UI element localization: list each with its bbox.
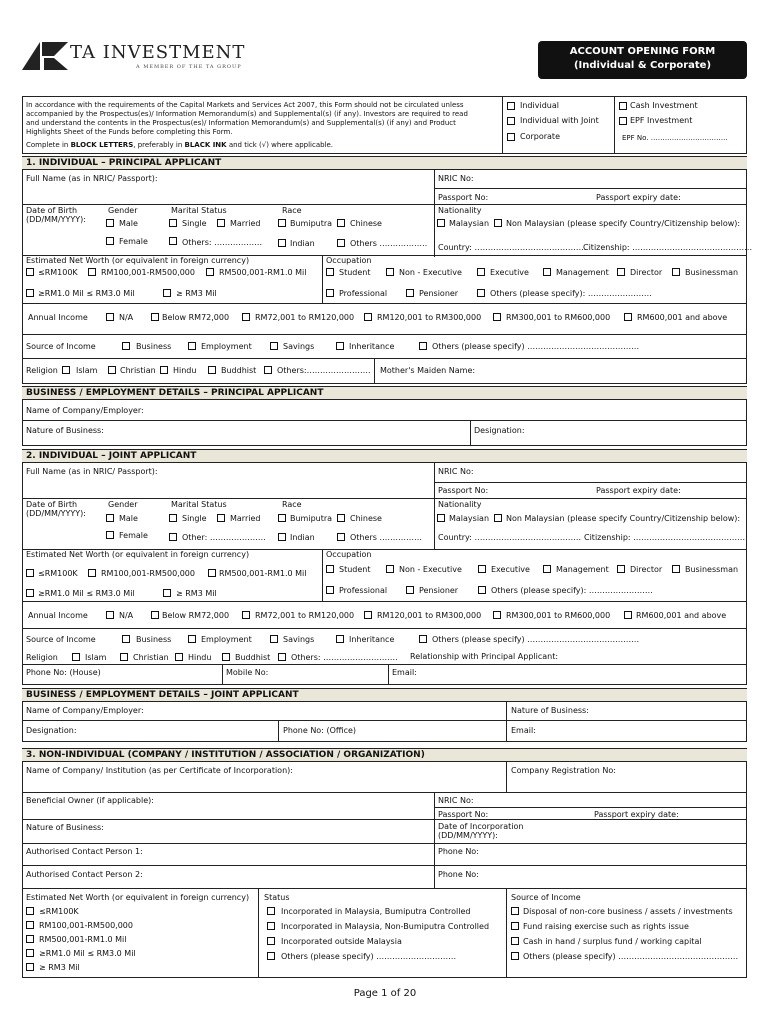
corp-nw-1-label: ≤RM100K bbox=[39, 907, 79, 916]
joint-nw-3-checkbox[interactable] bbox=[208, 569, 216, 577]
male-label: Male bbox=[119, 219, 138, 228]
joint-businessman-label: Businessman bbox=[685, 565, 739, 574]
joint-religion-label: Religion bbox=[26, 653, 58, 662]
source-3-label: Cash in hand / surplus fund / working capital bbox=[523, 937, 702, 946]
joint-student-checkbox[interactable] bbox=[326, 565, 334, 573]
occ-others-checkbox[interactable] bbox=[477, 289, 485, 297]
student-label: Student bbox=[339, 268, 371, 277]
chinese-label: Chinese bbox=[350, 219, 382, 228]
student-checkbox[interactable] bbox=[326, 268, 334, 276]
company-reg-field[interactable]: Company Registration No: bbox=[511, 766, 616, 775]
ai-2-checkbox[interactable] bbox=[242, 313, 250, 321]
joint-race-others-checkbox[interactable] bbox=[337, 533, 345, 541]
joint-ai-4-checkbox[interactable] bbox=[493, 611, 501, 619]
joint-professional-label: Professional bbox=[339, 586, 388, 595]
joint-director-label: Director bbox=[630, 565, 663, 574]
src-business-checkbox[interactable] bbox=[122, 342, 130, 350]
joint-src-savings-label: Savings bbox=[283, 635, 315, 644]
joint-nw-2-checkbox[interactable] bbox=[88, 569, 96, 577]
occ-others-label[interactable]: Others (please specify): …………………… bbox=[490, 289, 652, 298]
country-field[interactable]: Country: …………………………………… bbox=[438, 243, 587, 252]
status-4-checkbox[interactable] bbox=[267, 952, 275, 960]
corp-nw-2-label: RM100,001-RM500,000 bbox=[39, 921, 133, 930]
joint-indian-label: Indian bbox=[290, 533, 315, 542]
intro-line-1: In accordance with the requirements of the Capital Markets and Services Act 2007, this Form should not be circulated unless bbox=[26, 101, 464, 109]
joint-director-checkbox[interactable] bbox=[617, 565, 625, 573]
joint-passport-expiry-field[interactable]: Passport expiry date: bbox=[596, 486, 681, 495]
logo-subtitle: A MEMBER OF THE TA GROUP bbox=[136, 64, 242, 70]
joint-src-savings-checkbox[interactable] bbox=[270, 635, 278, 643]
nw-5-checkbox[interactable] bbox=[163, 289, 171, 297]
director-label: Director bbox=[630, 268, 663, 277]
joint-rel-others-checkbox[interactable] bbox=[278, 653, 286, 661]
malaysian-checkbox[interactable] bbox=[437, 219, 445, 227]
joint-dob-field[interactable]: (DD/MM/YYYY): bbox=[26, 509, 86, 518]
joint-non-executive-checkbox[interactable] bbox=[386, 565, 394, 573]
corp-nw-5-checkbox[interactable] bbox=[26, 963, 34, 971]
non-executive-checkbox[interactable] bbox=[386, 268, 394, 276]
rel-others-checkbox[interactable] bbox=[264, 366, 272, 374]
joint-male-label: Male bbox=[119, 514, 138, 523]
net-worth-label: Estimated Net Worth (or equivalent in foreign currency) bbox=[26, 256, 250, 265]
corp-nw-3-label: RM500,001-RM1.0 Mil bbox=[39, 935, 127, 944]
corporate-label: Corporate bbox=[520, 132, 560, 141]
dob-label: Date of Birth bbox=[26, 206, 78, 215]
joint-non-malaysian-label: Non Malaysian (please specify Country/Citizenship below): bbox=[506, 514, 741, 523]
joint-bumiputra-checkbox[interactable] bbox=[278, 514, 286, 522]
corp-nw-4-label: ≥RM1.0 Mil ≤ RM3.0 Mil bbox=[39, 949, 136, 958]
status-label: Status bbox=[264, 893, 290, 902]
individual-label: Individual bbox=[520, 101, 559, 110]
joint-occ-others-label[interactable]: Others (please specify): …………………… bbox=[491, 586, 653, 595]
corp-nw-5-label: ≥ RM3 Mil bbox=[39, 963, 80, 972]
maiden-name-field[interactable]: Mother's Maiden Name: bbox=[380, 366, 476, 375]
joint-ai-3-checkbox[interactable] bbox=[364, 611, 372, 619]
status-1-checkbox[interactable] bbox=[267, 907, 275, 915]
hindu-label: Hindu bbox=[173, 366, 197, 375]
joint-src-business-checkbox[interactable] bbox=[122, 635, 130, 643]
mobile-field[interactable]: Mobile No: bbox=[226, 668, 269, 677]
joint-malaysian-checkbox[interactable] bbox=[437, 514, 445, 522]
corp-nw-1-checkbox[interactable] bbox=[26, 907, 34, 915]
professional-checkbox[interactable] bbox=[326, 289, 334, 297]
executive-label: Executive bbox=[490, 268, 529, 277]
joint-country-field[interactable]: Country: …………………………………. bbox=[438, 533, 581, 542]
corp-net-worth-label: Estimated Net Worth (or equivalent in foreign currency) bbox=[26, 893, 250, 902]
joint-race-others-label[interactable]: Others ……………. bbox=[350, 533, 422, 542]
form-title-box bbox=[538, 41, 747, 79]
nw-1-label: ≤RM100K bbox=[38, 268, 78, 277]
joint-passport-field[interactable]: Passport No: bbox=[438, 486, 489, 495]
joint-indian-checkbox[interactable] bbox=[278, 533, 286, 541]
form-subtitle: (Individual & Corporate) bbox=[573, 60, 712, 71]
source-1-checkbox[interactable] bbox=[511, 907, 519, 915]
joint-src-inheritance-label: Inheritance bbox=[349, 635, 395, 644]
joint-nature-field[interactable]: Nature of Business: bbox=[511, 706, 589, 715]
joint-nw-2-label: RM100,001-RM500,000 bbox=[101, 569, 195, 578]
individual-joint-checkbox[interactable] bbox=[507, 117, 515, 125]
joint-bumiputra-label: Bumiputra bbox=[290, 514, 333, 523]
ai-3-checkbox[interactable] bbox=[364, 313, 372, 321]
src-inheritance-label: Inheritance bbox=[349, 342, 395, 351]
joint-dob-label: Date of Birth bbox=[26, 500, 78, 509]
ai-1-checkbox[interactable] bbox=[151, 313, 159, 321]
joint-student-label: Student bbox=[339, 565, 371, 574]
corp-passport-field[interactable]: Passport No: bbox=[438, 810, 489, 819]
joint-marital-other-label[interactable]: Other: ………………… bbox=[182, 533, 266, 542]
citizenship-field[interactable]: Citizenship: ……………………………………… bbox=[583, 243, 753, 252]
joint-chinese-checkbox[interactable] bbox=[337, 514, 345, 522]
gender-label: Gender bbox=[108, 206, 138, 215]
status-2-label: Incorporated in Malaysia, Non-Bumiputra Controlled bbox=[281, 922, 490, 931]
joint-single-label: Single bbox=[182, 514, 207, 523]
form-title: ACCOUNT OPENING FORM bbox=[569, 46, 716, 57]
joint-src-others-label[interactable]: Others (please specify) …………………………………… bbox=[432, 635, 640, 644]
joint-ai-2-label: RM72,001 to RM120,000 bbox=[255, 611, 355, 620]
race-label: Race bbox=[282, 206, 302, 215]
indian-label: Indian bbox=[290, 239, 315, 248]
joint-designation-field[interactable]: Designation: bbox=[26, 726, 77, 735]
bumiputra-checkbox[interactable] bbox=[278, 219, 286, 227]
joint-occupation-label: Occupation bbox=[326, 550, 372, 559]
joint-islam-checkbox[interactable] bbox=[72, 653, 80, 661]
joint-src-employment-label: Employment bbox=[201, 635, 252, 644]
marital-others-label[interactable]: Others: ……………… bbox=[182, 238, 263, 247]
joint-female-label: Female bbox=[119, 531, 148, 540]
joint-src-inheritance-checkbox[interactable] bbox=[336, 635, 344, 643]
businessman-label: Businessman bbox=[685, 268, 739, 277]
joint-email-field[interactable]: Email: bbox=[392, 668, 417, 677]
doi-label: Date of Incorporation bbox=[438, 822, 524, 831]
source-4-label[interactable]: Others (please specify) ……………………………………… bbox=[523, 952, 739, 961]
src-savings-checkbox[interactable] bbox=[270, 342, 278, 350]
malaysian-label: Malaysian bbox=[449, 219, 490, 228]
section-1-header: 1. INDIVIDUAL – PRINCIPAL APPLICANT bbox=[22, 156, 747, 170]
joint-ai-5-label: RM600,001 and above bbox=[636, 611, 727, 620]
joint-professional-checkbox[interactable] bbox=[326, 586, 334, 594]
joint-married-checkbox[interactable] bbox=[217, 514, 225, 522]
joint-src-others-checkbox[interactable] bbox=[419, 635, 427, 643]
female-checkbox[interactable] bbox=[106, 237, 114, 245]
joint-married-label: Married bbox=[230, 514, 261, 523]
src-inheritance-checkbox[interactable] bbox=[336, 342, 344, 350]
passport-field[interactable]: Passport No: bbox=[438, 193, 489, 202]
joint-business-email-field[interactable]: Email: bbox=[511, 726, 536, 735]
status-1-label: Incorporated in Malaysia, Bumiputra Controlled bbox=[281, 907, 471, 916]
intro-line-2: accompanied by the Prospectus(es)/ Information Memorandum(s) and Supplemental(s) (if any). Investors are required to read bbox=[26, 110, 468, 118]
page-number: Page 1 of 20 bbox=[353, 988, 417, 999]
buddhist-checkbox[interactable] bbox=[208, 366, 216, 374]
source-2-label: Fund raising exercise such as rights issue bbox=[523, 922, 689, 931]
islam-label: Islam bbox=[76, 366, 98, 375]
joint-nw-1-checkbox[interactable] bbox=[26, 569, 34, 577]
joint-ai-na-checkbox[interactable] bbox=[106, 611, 114, 619]
ai-3-label: RM120,001 to RM300,000 bbox=[377, 313, 482, 322]
ai-4-label: RM300,001 to RM600,000 bbox=[506, 313, 611, 322]
ai-na-checkbox[interactable] bbox=[106, 313, 114, 321]
corp-nw-4-checkbox[interactable] bbox=[26, 949, 34, 957]
individual-joint-label: Individual with Joint bbox=[520, 116, 599, 125]
contact-person-2-field[interactable]: Authorised Contact Person 2: bbox=[26, 870, 143, 879]
joint-female-checkbox[interactable] bbox=[106, 531, 114, 539]
contact-1-phone-field[interactable]: Phone No: bbox=[438, 847, 479, 856]
ai-1-label: Below RM72,000 bbox=[162, 313, 230, 322]
joint-ai-3-label: RM120,001 to RM300,000 bbox=[377, 611, 482, 620]
religion-label: Religion bbox=[26, 366, 58, 375]
single-label: Single bbox=[182, 219, 207, 228]
business-principal-header: BUSINESS / EMPLOYMENT DETAILS – PRINCIPAL APPLICANT bbox=[22, 386, 747, 400]
joint-gender-label: Gender bbox=[108, 500, 138, 509]
joint-management-checkbox[interactable] bbox=[543, 565, 551, 573]
joint-businessman-checkbox[interactable] bbox=[672, 565, 680, 573]
joint-male-checkbox[interactable] bbox=[106, 514, 114, 522]
src-employment-checkbox[interactable] bbox=[188, 342, 196, 350]
source-3-checkbox[interactable] bbox=[511, 937, 519, 945]
source-income-label: Source of Income bbox=[26, 342, 96, 351]
director-checkbox[interactable] bbox=[617, 268, 625, 276]
ai-5-checkbox[interactable] bbox=[624, 313, 632, 321]
marital-label: Marital Status bbox=[171, 206, 227, 215]
joint-src-employment-checkbox[interactable] bbox=[188, 635, 196, 643]
joint-marital-label: Marital Status bbox=[171, 500, 227, 509]
nw-2-checkbox[interactable] bbox=[88, 268, 96, 276]
race-others-label[interactable]: Others ……………… bbox=[350, 239, 428, 248]
female-label: Female bbox=[119, 237, 148, 246]
joint-management-label: Management bbox=[556, 565, 609, 574]
joint-ai-na-label: N/A bbox=[119, 611, 134, 620]
joint-malaysian-label: Malaysian bbox=[449, 514, 490, 523]
joint-nationality-label: Nationality bbox=[438, 500, 482, 509]
buddhist-label: Buddhist bbox=[221, 366, 257, 375]
section-3-header: 3. NON-INDIVIDUAL (COMPANY / INSTITUTION / ASSOCIATION / ORGANIZATION) bbox=[22, 748, 747, 762]
professional-label: Professional bbox=[339, 289, 388, 298]
section-2-header: 2. INDIVIDUAL – JOINT APPLICANT bbox=[22, 449, 747, 463]
pensioner-label: Pensioner bbox=[419, 289, 459, 298]
islam-checkbox[interactable] bbox=[62, 366, 70, 374]
full-name-field[interactable]: Full Name (as in NRIC/ Passport): bbox=[26, 174, 158, 183]
passport-expiry-field[interactable]: Passport expiry date: bbox=[596, 193, 681, 202]
pensioner-checkbox[interactable] bbox=[406, 289, 414, 297]
joint-occ-others-checkbox[interactable] bbox=[478, 586, 486, 594]
joint-race-label: Race bbox=[282, 500, 302, 509]
management-label: Management bbox=[556, 268, 609, 277]
nw-3-label: RM500,001-RM1.0 Mil bbox=[219, 268, 307, 277]
hindu-checkbox[interactable] bbox=[160, 366, 168, 374]
joint-executive-label: Executive bbox=[491, 565, 530, 574]
rel-others-label[interactable]: Others:…………………… bbox=[277, 366, 371, 375]
businessman-checkbox[interactable] bbox=[672, 268, 680, 276]
joint-non-malaysian-checkbox[interactable] bbox=[494, 514, 502, 522]
joint-ai-1-checkbox[interactable] bbox=[151, 611, 159, 619]
nw-1-checkbox[interactable] bbox=[26, 268, 34, 276]
corp-passport-expiry-field[interactable]: Passport expiry date: bbox=[594, 810, 679, 819]
src-savings-label: Savings bbox=[283, 342, 315, 351]
bumiputra-label: Bumiputra bbox=[290, 219, 333, 228]
indian-checkbox[interactable] bbox=[278, 239, 286, 247]
christian-label: Christian bbox=[120, 366, 156, 375]
source-2-checkbox[interactable] bbox=[511, 922, 519, 930]
joint-citizenship-field[interactable]: Citizenship: …………………………………… bbox=[584, 533, 746, 542]
non-executive-label: Non - Executive bbox=[399, 268, 462, 277]
nw-5-label: ≥ RM3 Mil bbox=[176, 289, 217, 298]
male-checkbox[interactable] bbox=[106, 219, 114, 227]
corp-nric-field[interactable]: NRIC No: bbox=[438, 796, 474, 805]
status-4-label[interactable]: Others (please specify) ………………………… bbox=[281, 952, 457, 961]
status-3-checkbox[interactable] bbox=[267, 937, 275, 945]
joint-hindu-label: Hindu bbox=[188, 653, 212, 662]
intro-instruction: Complete in BLOCK LETTERS, preferably in BLACK INK and tick (√) where applicable. bbox=[26, 141, 334, 149]
race-others-checkbox[interactable] bbox=[337, 239, 345, 247]
nw-3-checkbox[interactable] bbox=[206, 268, 214, 276]
dob-field[interactable]: (DD/MM/YYYY): bbox=[26, 215, 86, 224]
ai-na-label: N/A bbox=[119, 313, 134, 322]
source-1-label: Disposal of non-core business / assets / investments bbox=[523, 907, 733, 916]
intro-line-3: and understand the contents in the Prospectus(es)/ Information Memorandum(s) and Supplemental(s) (if any) and Product bbox=[26, 119, 456, 127]
joint-nw-3-label: RM500,001-RM1.0 Mil bbox=[219, 569, 307, 578]
non-malaysian-label: Non Malaysian (please specify Country/Citizenship below): bbox=[506, 219, 741, 228]
joint-nw-5-label: ≥ RM3 Mil bbox=[176, 589, 217, 598]
source-4-checkbox[interactable] bbox=[511, 952, 519, 960]
src-others-label[interactable]: Others (please specify) …………………………………… bbox=[432, 342, 640, 351]
joint-marital-other-checkbox[interactable] bbox=[169, 533, 177, 541]
non-malaysian-checkbox[interactable] bbox=[494, 219, 502, 227]
corp-source-label: Source of Income bbox=[511, 893, 581, 902]
company-logo bbox=[22, 42, 68, 70]
nric-field[interactable]: NRIC No: bbox=[438, 174, 474, 183]
joint-christian-label: Christian bbox=[133, 653, 169, 662]
corp-nw-2-checkbox[interactable] bbox=[26, 921, 34, 929]
contact-2-phone-field[interactable]: Phone No: bbox=[438, 870, 479, 879]
christian-checkbox[interactable] bbox=[108, 366, 116, 374]
joint-executive-checkbox[interactable] bbox=[478, 565, 486, 573]
joint-annual-income-label: Annual Income bbox=[28, 611, 88, 620]
joint-src-business-label: Business bbox=[136, 635, 172, 644]
joint-rel-others-label[interactable]: Others: ………………………. bbox=[291, 653, 398, 662]
logo-text: TA INVESTMENT bbox=[70, 42, 246, 63]
marital-others-checkbox[interactable] bbox=[169, 237, 177, 245]
annual-income-label: Annual Income bbox=[28, 313, 88, 322]
ai-4-checkbox[interactable] bbox=[493, 313, 501, 321]
status-3-label: Incorporated outside Malaysia bbox=[281, 937, 402, 946]
joint-nw-4-checkbox[interactable] bbox=[26, 589, 34, 597]
nw-4-label: ≥RM1.0 Mil ≤ RM3.0 Mil bbox=[38, 289, 135, 298]
joint-islam-label: Islam bbox=[85, 653, 107, 662]
phone-house-field[interactable]: Phone No: (House) bbox=[26, 668, 101, 677]
contact-person-1-field[interactable]: Authorised Contact Person 1: bbox=[26, 847, 143, 856]
nationality-label: Nationality bbox=[438, 206, 482, 215]
ta-logo-icon bbox=[22, 42, 68, 70]
intro-line-4: Highlights Sheet of the Funds before completing this Form. bbox=[26, 128, 233, 136]
management-checkbox[interactable] bbox=[543, 268, 551, 276]
corporate-checkbox[interactable] bbox=[507, 133, 515, 141]
occupation-label: Occupation bbox=[326, 256, 372, 265]
joint-ai-1-label: Below RM72,000 bbox=[162, 611, 230, 620]
doi-field[interactable]: (DD/MM/YYYY): bbox=[438, 831, 498, 840]
joint-full-name-field[interactable]: Full Name (as in NRIC/ Passport): bbox=[26, 467, 158, 476]
nw-2-label: RM100,001-RM500,000 bbox=[101, 268, 195, 277]
joint-company-field[interactable]: Name of Company/Employer: bbox=[26, 706, 144, 715]
joint-net-worth-label: Estimated Net Worth (or equivalent in foreign currency) bbox=[26, 550, 250, 559]
joint-non-executive-label: Non - Executive bbox=[399, 565, 462, 574]
joint-chinese-label: Chinese bbox=[350, 514, 382, 523]
src-employment-label: Employment bbox=[201, 342, 252, 351]
company-name-field[interactable]: Name of Company/ Institution (as per Certificate of Incorporation): bbox=[26, 766, 293, 775]
joint-pensioner-checkbox[interactable] bbox=[406, 586, 414, 594]
joint-buddhist-label: Buddhist bbox=[235, 653, 271, 662]
status-2-checkbox[interactable] bbox=[267, 922, 275, 930]
joint-nw-5-checkbox[interactable] bbox=[163, 589, 171, 597]
joint-christian-checkbox[interactable] bbox=[120, 653, 128, 661]
joint-nw-1-label: ≤RM100K bbox=[38, 569, 78, 578]
married-label: Married bbox=[230, 219, 261, 228]
epf-investment-label: EPF Investment bbox=[630, 116, 693, 125]
relationship-field[interactable]: Relationship with Principal Applicant: bbox=[410, 652, 559, 661]
epf-investment-checkbox[interactable] bbox=[619, 117, 627, 125]
joint-source-income-label: Source of Income bbox=[26, 635, 96, 644]
individual-checkbox[interactable] bbox=[507, 102, 515, 110]
cash-investment-label: Cash Investment bbox=[630, 101, 698, 110]
married-checkbox[interactable] bbox=[217, 219, 225, 227]
nature-business-field[interactable]: Nature of Business: bbox=[26, 426, 104, 435]
joint-ai-4-label: RM300,001 to RM600,000 bbox=[506, 611, 611, 620]
joint-ai-5-checkbox[interactable] bbox=[624, 611, 632, 619]
business-joint-header: BUSINESS / EMPLOYMENT DETAILS – JOINT APPLICANT bbox=[22, 688, 747, 702]
joint-nric-field[interactable]: NRIC No: bbox=[438, 467, 474, 476]
designation-field[interactable]: Designation: bbox=[474, 426, 525, 435]
beneficial-owner-field[interactable]: Beneficial Owner (if applicable): bbox=[26, 796, 154, 805]
ai-5-label: RM600,001 and above bbox=[637, 313, 728, 322]
epf-number-field[interactable]: EPF No. …………………………… bbox=[622, 134, 728, 142]
executive-checkbox[interactable] bbox=[477, 268, 485, 276]
company-employer-field[interactable]: Name of Company/Employer: bbox=[26, 406, 144, 415]
joint-buddhist-checkbox[interactable] bbox=[222, 653, 230, 661]
src-business-label: Business bbox=[136, 342, 172, 351]
corp-nw-3-checkbox[interactable] bbox=[26, 935, 34, 943]
joint-pensioner-label: Pensioner bbox=[419, 586, 459, 595]
cash-investment-checkbox[interactable] bbox=[619, 102, 627, 110]
ai-2-label: RM72,001 to RM120,000 bbox=[255, 313, 355, 322]
nw-4-checkbox[interactable] bbox=[26, 289, 34, 297]
phone-office-field[interactable]: Phone No: (Office) bbox=[283, 726, 357, 735]
joint-single-checkbox[interactable] bbox=[169, 514, 177, 522]
src-others-checkbox[interactable] bbox=[419, 342, 427, 350]
joint-ai-2-checkbox[interactable] bbox=[242, 611, 250, 619]
joint-nw-4-label: ≥RM1.0 Mil ≤ RM3.0 Mil bbox=[38, 589, 135, 598]
joint-hindu-checkbox[interactable] bbox=[175, 653, 183, 661]
single-checkbox[interactable] bbox=[169, 219, 177, 227]
chinese-checkbox[interactable] bbox=[337, 219, 345, 227]
corp-nature-field[interactable]: Nature of Business: bbox=[26, 823, 104, 832]
